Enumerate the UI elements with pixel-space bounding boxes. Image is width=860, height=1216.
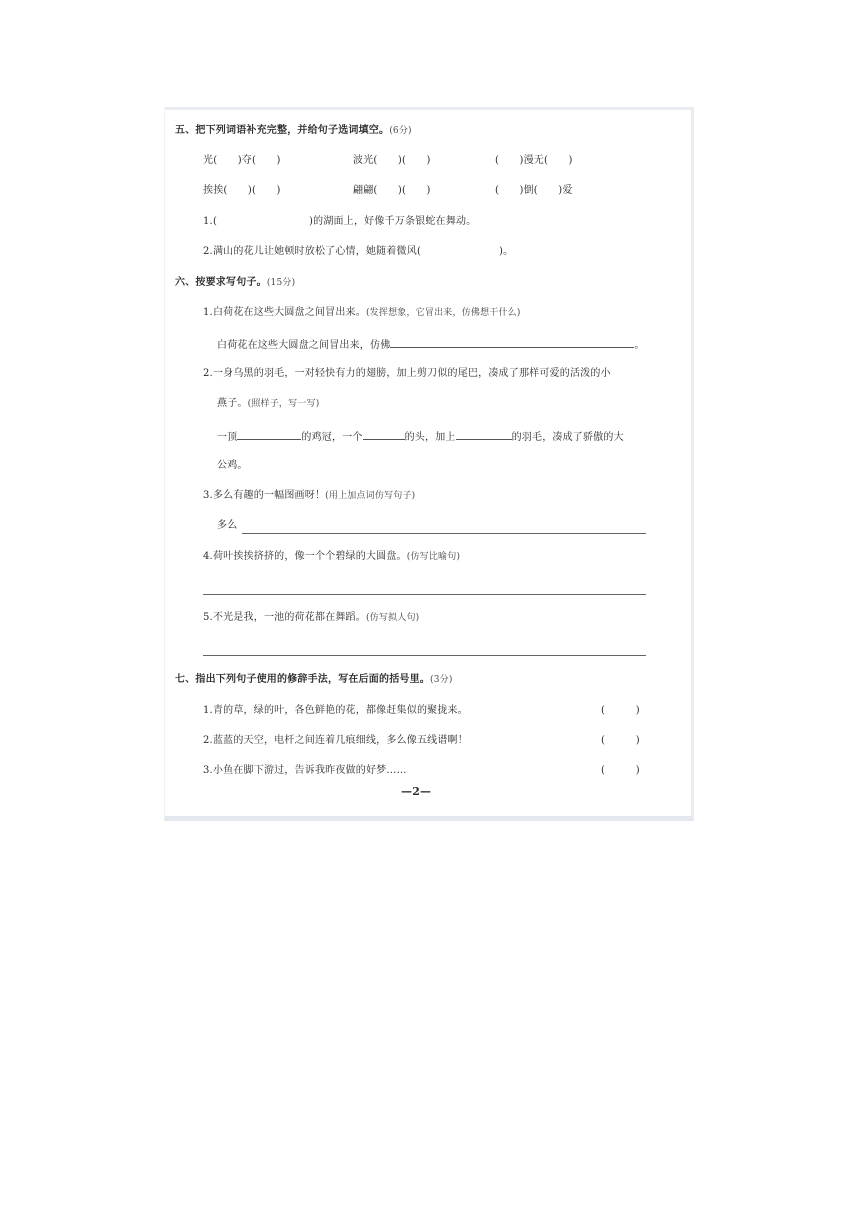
answer-bracket-1[interactable]: ( ): [601, 705, 640, 716]
answer-6-2: 一顶 的鸡冠，一个 的头，加上 的羽毛，凑成了骄傲的大: [217, 429, 624, 444]
answer-blank[interactable]: [363, 429, 405, 440]
answer-6-2-cont: 公鸡。: [217, 460, 248, 471]
section-5-heading: 五、把下列词语补充完整，并给句子选词填空。(6分): [175, 125, 412, 136]
word-blank-2: 波光( )( ): [353, 155, 431, 166]
page-number: —2—: [401, 785, 432, 798]
answer-bracket-2[interactable]: ( ): [601, 735, 640, 746]
answer-blank[interactable]: [390, 337, 634, 348]
question-6-5: 5.不光是我，一池的荷花都在舞蹈。(仿写拟人句): [203, 612, 420, 623]
word-blank-3: ( )漫无( ): [495, 155, 573, 166]
answer-line-6-4[interactable]: [203, 594, 646, 595]
rhetoric-item-1: 1.青的草，绿的叶，各色鲜艳的花，都像赶集似的聚拢来。: [203, 705, 468, 716]
answer-line-6-5[interactable]: [203, 655, 646, 656]
question-6-3: 3.多么有趣的一幅图画呀！(用上加点词仿写句子): [203, 490, 416, 501]
answer-blank[interactable]: [237, 429, 301, 440]
fill-sentence-2: 2.满山的花儿让她顿时放松了心情，她随着微风( )。: [203, 246, 514, 257]
section-6-heading: 六、按要求写句子。(15分): [175, 277, 296, 288]
word-blank-5: 翩翩( )( ): [353, 185, 431, 196]
rhetoric-item-3: 3.小鱼在脚下游过，告诉我昨夜做的好梦……: [203, 765, 407, 776]
answer-bracket-3[interactable]: ( ): [601, 765, 640, 776]
answer-blank[interactable]: [456, 429, 512, 440]
rhetoric-item-2: 2.蓝蓝的天空，电杆之间连着几痕细线，多么像五线谱啊！: [203, 735, 468, 746]
answer-6-3-prefix: 多么: [217, 520, 238, 531]
question-6-2: 2.一身乌黑的羽毛，一对轻快有力的翅膀，加上剪刀似的尾巴，凑成了那样可爱的活泼的小: [203, 368, 611, 379]
word-blank-6: ( )倒( )爱: [495, 185, 573, 196]
question-6-4: 4.荷叶挨挨挤挤的，像一个个碧绿的大圆盘。(仿写比喻句): [203, 551, 461, 562]
word-blank-4: 挨挨( )( ): [203, 185, 281, 196]
answer-6-1: 白荷花在这些大圆盘之间冒出来，仿佛 。: [217, 337, 645, 352]
section-7-heading: 七、指出下列句子使用的修辞手法，写在后面的括号里。(3分): [175, 674, 453, 685]
answer-line-6-3[interactable]: [242, 533, 646, 534]
question-6-1: 1.白荷花在这些大圆盘之间冒出来。(发挥想象，它冒出来，仿佛想干什么): [203, 307, 521, 318]
question-6-2-cont: 燕子。(照样子，写一写): [217, 398, 320, 409]
word-blank-1: 光( )夺( ): [203, 155, 281, 166]
worksheet-page: [164, 107, 694, 821]
fill-sentence-1: 1.( )的湖面上，好像千万条银蛇在舞动。: [203, 216, 477, 227]
